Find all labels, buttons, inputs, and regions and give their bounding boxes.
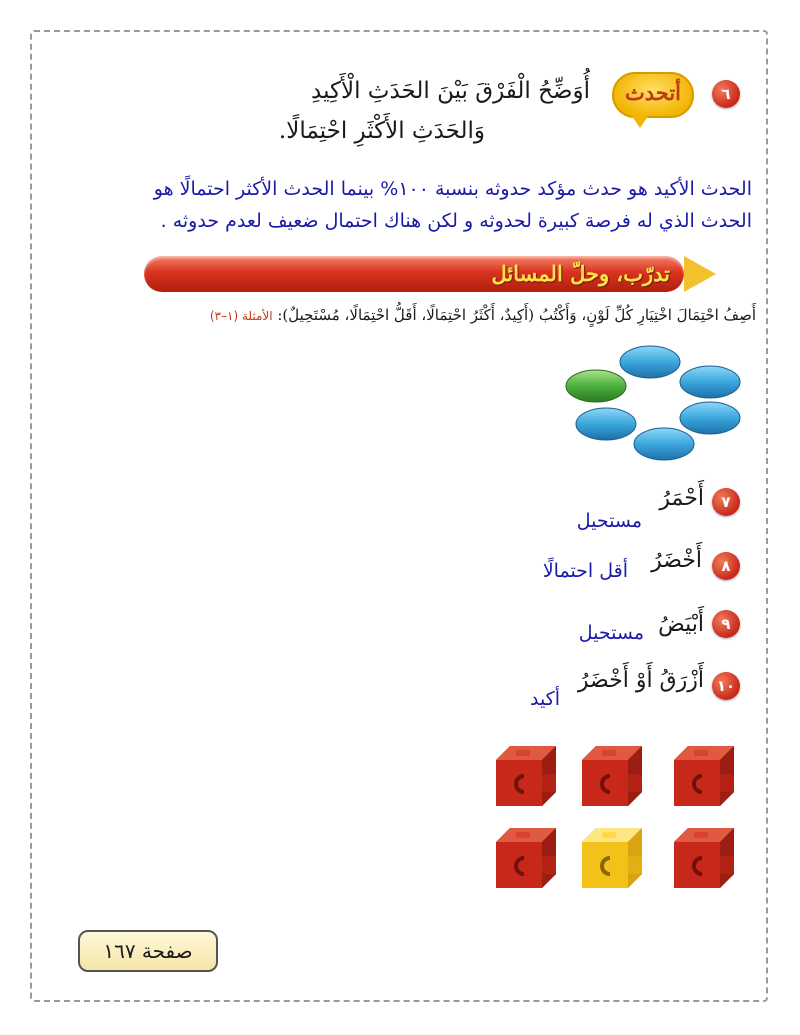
red-cube (674, 828, 734, 888)
examples-reference: الأمثلة (١–٣) (209, 309, 273, 323)
instruction (210, 306, 756, 324)
item-color-label: أَزْرَقُ أَوْ أَخْضَرُ (577, 668, 704, 693)
item-answer: أقل احتمالًا (542, 560, 628, 582)
red-cube (582, 746, 642, 806)
item-number-badge: ٩ (712, 610, 740, 638)
question-line-1: أُوَضِّحُ الْفَرْقَ بَيْنَ الحَدَثِ الْأَكِيدِ (311, 78, 590, 104)
question-line-2: وَالحَدَثِ الأَكْثَرِ احْتِمَالًا. (278, 118, 485, 144)
item-answer: مستحيل (576, 510, 642, 532)
yellow-cube (582, 828, 642, 888)
talk-badge: أتحدث (612, 72, 694, 118)
blue-counter (634, 428, 694, 460)
blue-counter (576, 408, 636, 440)
question-number-badge: ٦ (712, 80, 740, 108)
counters-illustration (560, 340, 750, 470)
instruction-text: أَصِفُ احْتِمَالَ اخْتِيَارِ كُلِّ لَوْنٍ، وَأَكْتُبُ (أَكِيدٌ، أَكْثَرُ احْتِمَالًا، أَقَلُّ احْتِمَالًا، مُسْتَحِيلٌ): (277, 306, 756, 324)
answer-line-2: الحدث الذي له فرصة كبيرة لحدوثه و لكن هناك احتمال ضعيف لعدم حدوثه . (160, 210, 752, 232)
banner-arrow-icon (684, 256, 716, 292)
item-number-badge: ٨ (712, 552, 740, 580)
item-answer: أكيد (529, 688, 560, 710)
cubes-illustration (488, 740, 748, 890)
blue-counter (620, 346, 680, 378)
item-color-label: أَبْيَضُ (658, 612, 704, 637)
item-answer: مستحيل (578, 622, 644, 644)
red-cube (496, 828, 556, 888)
item-number-badge: ٧ (712, 488, 740, 516)
answer-line-1: الحدث الأكيد هو حدث مؤكد حدوثه بنسبة ١٠٠% بينما الحدث الأكثر احتمالًا هو (153, 178, 752, 200)
green-counter (566, 370, 626, 402)
page-number-box: صفحة ١٦٧ (78, 930, 218, 972)
item-number-badge: ١٠ (712, 672, 740, 700)
blue-counter (680, 366, 740, 398)
item-color-label: أَخْضَرُ (651, 548, 702, 573)
red-cube (496, 746, 556, 806)
section-title: تدرّب، وحلّ المسائل (491, 261, 670, 286)
red-cube (674, 746, 734, 806)
blue-counter (680, 402, 740, 434)
item-color-label: أَحْمَرُ (659, 486, 704, 511)
